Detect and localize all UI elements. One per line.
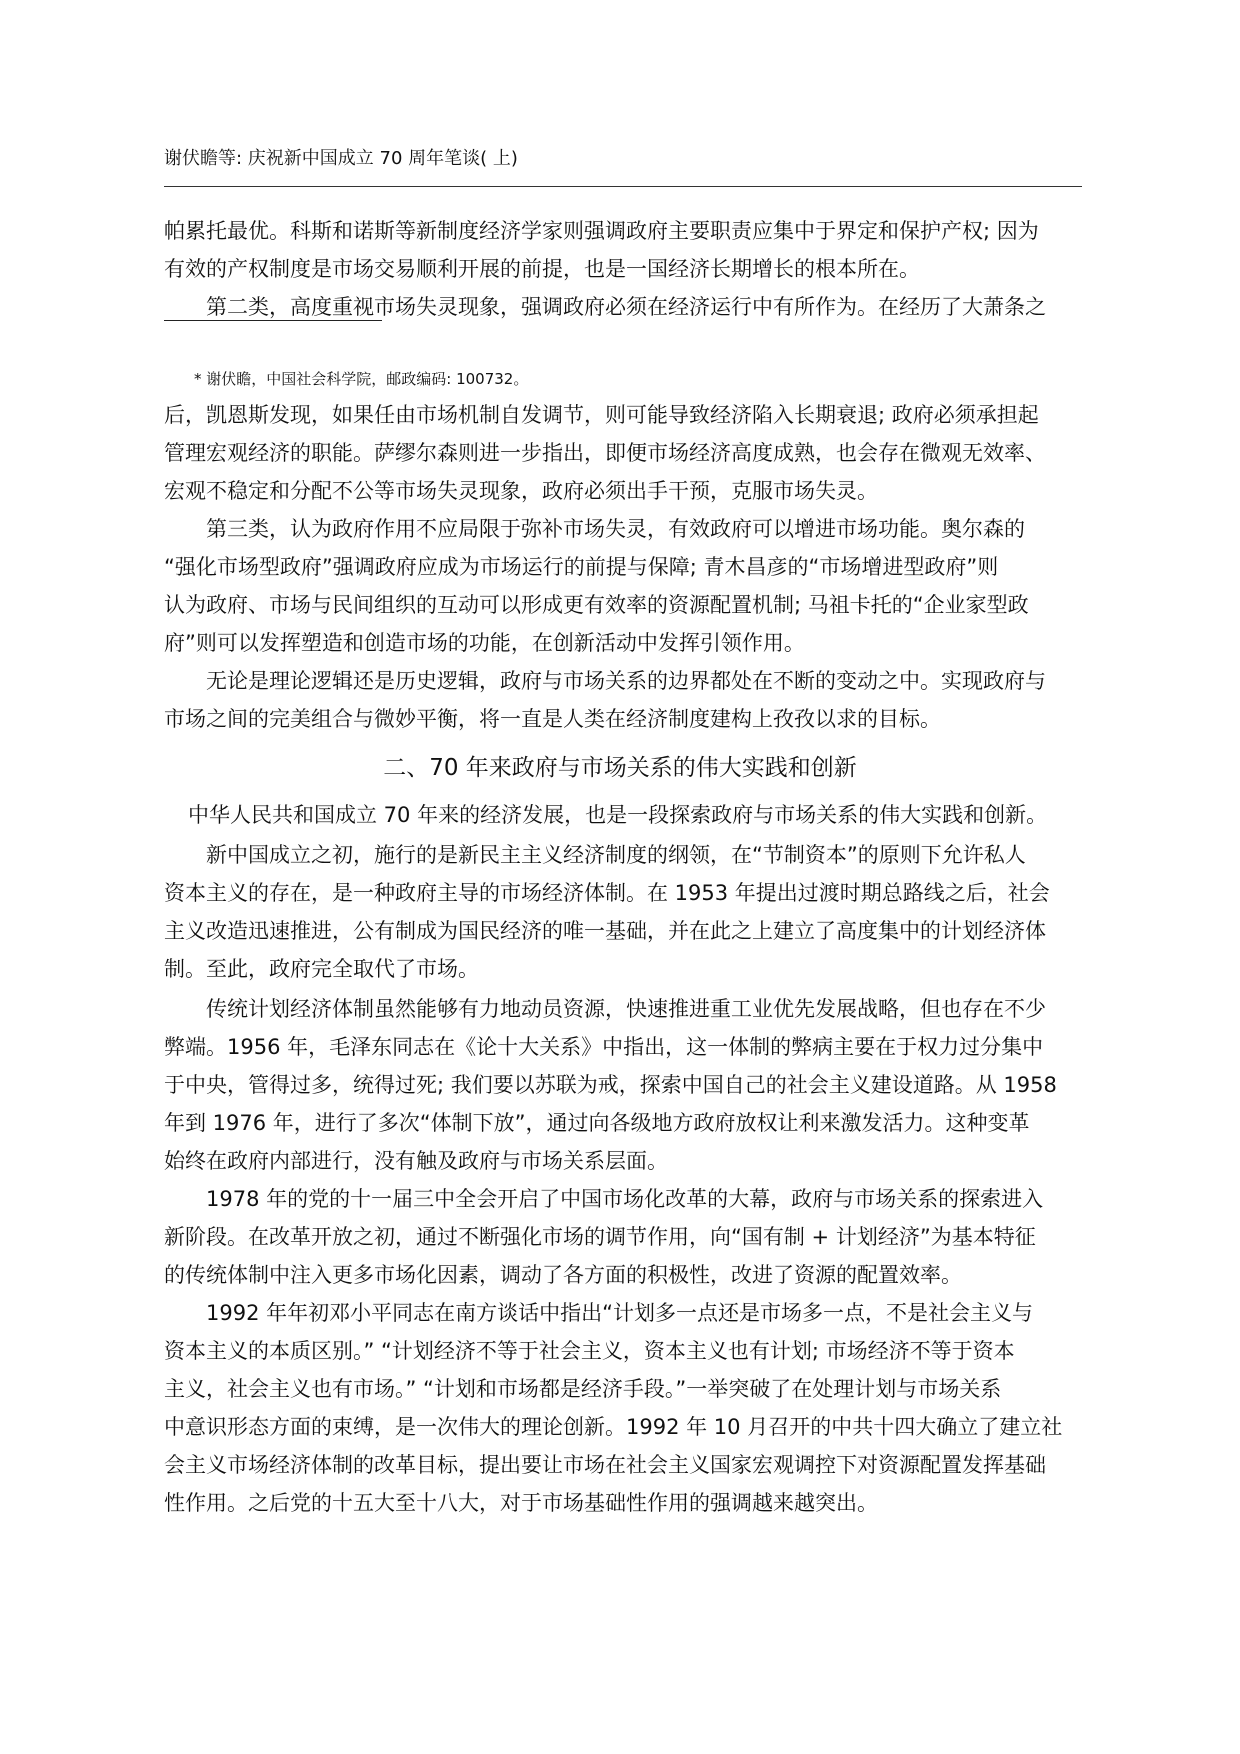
text-line: 资本主义的本质区别。” “计划经济不等于社会主义，资本主义也有计划; 市场经济不等于资本 bbox=[164, 1339, 1015, 1363]
paragraph-keynes bbox=[164, 396, 1098, 510]
text-line: 中华人民共和国成立 70 年来的经济发展，也是一段探索政府与市场关系的伟大实践和创新。 bbox=[188, 803, 1048, 827]
text-line: 弊端。1956 年，毛泽东同志在《论十大关系》中指出，这一体制的弊病主要在于权力过分集中 bbox=[164, 1035, 1044, 1059]
text-line: 帕累托最优。科斯和诺斯等新制度经济学家则强调政府主要职责应集中于界定和保护产权; 因为 bbox=[164, 219, 1039, 243]
text-line: “强化市场型政府”强调政府应成为市场运行的前提与保障; 青木昌彦的“市场增进型政府”则 bbox=[164, 555, 999, 579]
text-line: 有效的产权制度是市场交易顺利开展的前提，也是一国经济长期增长的根本所在。 bbox=[164, 257, 920, 281]
text-line: 新阶段。在改革开放之初，通过不断强化市场的调节作用，向“国有制 + 计划经济”为基本特征 bbox=[164, 1225, 1036, 1249]
text-line: 始终在政府内部进行，没有触及政府与市场关系层面。 bbox=[164, 1149, 668, 1173]
text-line: 年到 1976 年，进行了多次“体制下放”，通过向各级地方政府放权让利来激发活力。这种变革 bbox=[164, 1111, 1030, 1135]
text-line: 府”则可以发挥塑造和创造市场的功能，在创新活动中发挥引领作用。 bbox=[164, 631, 805, 655]
paragraph-1992-southern-talk bbox=[164, 1294, 1098, 1522]
text-line: 制。至此，政府完全取代了市场。 bbox=[164, 957, 479, 981]
text-line: 1992 年年初邓小平同志在南方谈话中指出“计划多一点还是市场多一点，不是社会主义与 bbox=[206, 1301, 1033, 1325]
header-divider bbox=[164, 186, 1082, 187]
text-line: 后，凯恩斯发现，如果任由市场机制自发调节，则可能导致经济陷入长期衰退; 政府必须承担起 bbox=[164, 403, 1039, 427]
text-line: 第三类，认为政府作用不应局限于弥补市场失灵，有效政府可以增进市场功能。奥尔森的 bbox=[206, 517, 1025, 541]
paragraph-pareto bbox=[164, 212, 1098, 288]
paragraph-intro bbox=[188, 796, 1122, 834]
text-line: 中意识形态方面的束缚，是一次伟大的理论创新。1992 年 10 月召开的中共十四大确立了建立社 bbox=[164, 1415, 1063, 1439]
text-line: 无论是理论逻辑还是历史逻辑，政府与市场关系的边界都处在不断的变动之中。实现政府与 bbox=[206, 669, 1046, 693]
paragraph-founding bbox=[164, 836, 1098, 988]
text-line: 主义，社会主义也有市场。” “计划和市场都是经济手段。”一举突破了在处理计划与市场关系 bbox=[164, 1377, 1002, 1401]
paragraph-1978-reform bbox=[164, 1180, 1098, 1294]
text-line: 认为政府、市场与民间组织的互动可以形成更有效率的资源配置机制; 马祖卡托的“企业家型政 bbox=[164, 593, 1029, 617]
text-line: 1978 年的党的十一届三中全会开启了中国市场化改革的大幕，政府与市场关系的探索进入 bbox=[206, 1187, 1044, 1211]
text-line: 宏观不稳定和分配不公等市场失灵现象，政府必须出手干预，克服市场失灵。 bbox=[164, 479, 878, 503]
author-footnote: * 谢伏瞻，中国社会科学院，邮政编码: 100732。 bbox=[194, 370, 529, 388]
text-line: 新中国成立之初，施行的是新民主主义经济制度的纲领，在“节制资本”的原则下允许私人 bbox=[206, 843, 1026, 867]
running-header: 谢伏瞻等: 庆祝新中国成立 70 周年笔谈( 上) bbox=[164, 148, 518, 169]
text-line: 管理宏观经济的职能。萨缪尔森则进一步指出，即便市场经济高度成熟，也会存在微观无效率、 bbox=[164, 441, 1046, 465]
text-line: 传统计划经济体制虽然能够有力地动员资源，快速推进重工业优先发展战略，但也存在不少 bbox=[206, 997, 1046, 1021]
text-line: 性作用。之后党的十五大至十八大，对于市场基础性作用的强调越来越突出。 bbox=[164, 1491, 878, 1515]
footnote-divider bbox=[164, 320, 382, 321]
text-line: 第二类，高度重视市场失灵现象，强调政府必须在经济运行中有所作为。在经历了大萧条之 bbox=[206, 295, 1046, 319]
text-line: 资本主义的存在，是一种政府主导的市场经济体制。在 1953 年提出过渡时期总路线之后，社会 bbox=[164, 881, 1050, 905]
text-line: 市场之间的完美组合与微妙平衡，将一直是人类在经济制度建构上孜孜以求的目标。 bbox=[164, 707, 941, 731]
text-line: 主义改造迅速推进，公有制成为国民经济的唯一基础，并在此之上建立了高度集中的计划经济体 bbox=[164, 919, 1046, 943]
paragraph-third-category bbox=[164, 510, 1098, 662]
paragraph-planned-economy bbox=[164, 990, 1098, 1180]
paragraph-conclusion bbox=[164, 662, 1098, 738]
text-line: 的传统体制中注入更多市场化因素，调动了各方面的积极性，改进了资源的配置效率。 bbox=[164, 1263, 962, 1287]
text-line: 于中央，管得过多，统得过死; 我们要以苏联为戒，探索中国自己的社会主义建设道路。从 1958 bbox=[164, 1073, 1057, 1097]
section-heading: 二、70 年来政府与市场关系的伟大实践和创新 bbox=[383, 755, 857, 781]
text-line: 会主义市场经济体制的改革目标，提出要让市场在社会主义国家宏观调控下对资源配置发挥基础 bbox=[164, 1453, 1046, 1477]
